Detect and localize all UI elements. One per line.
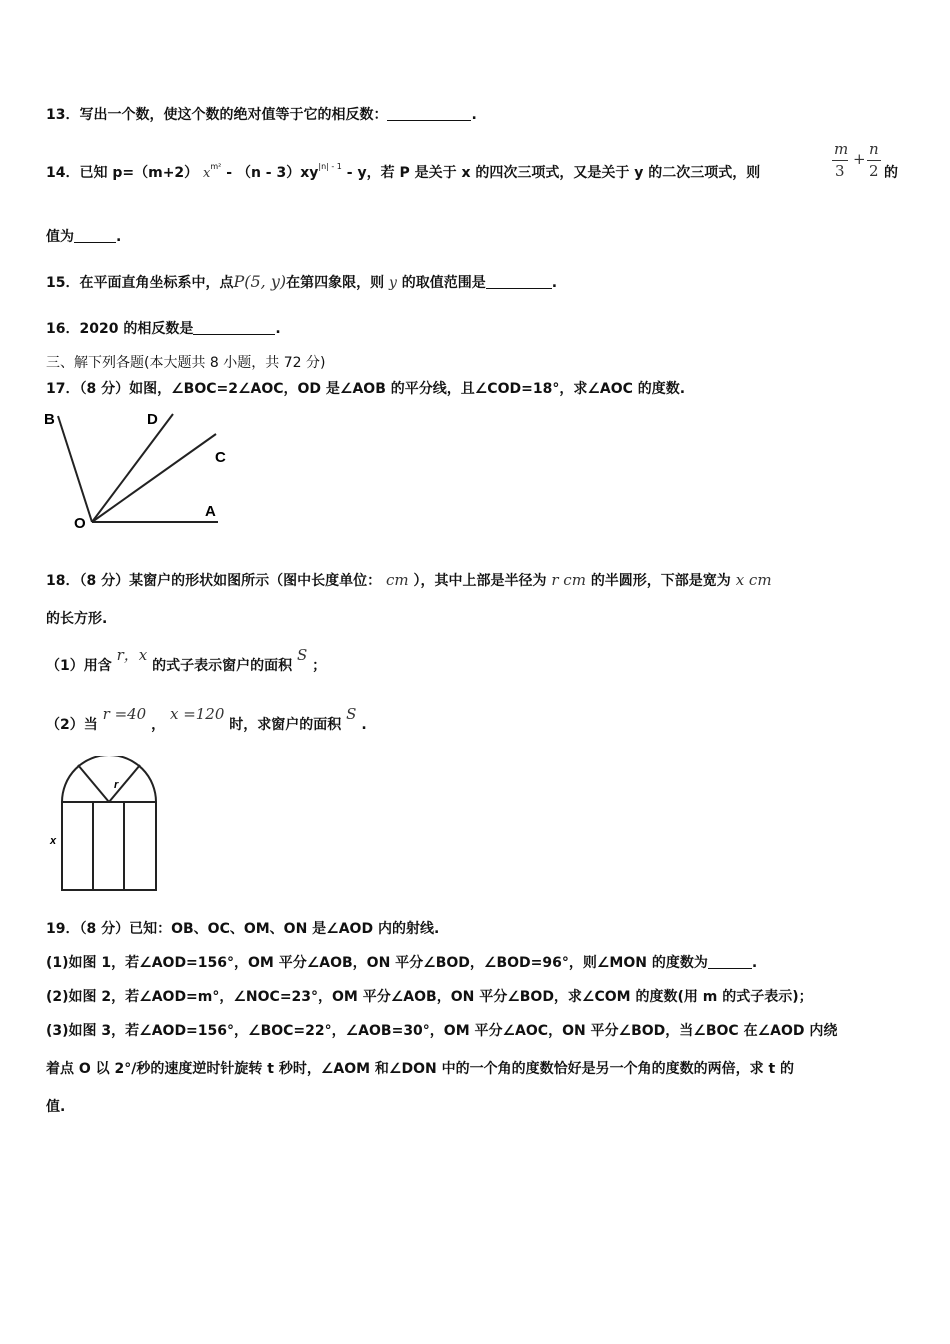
label-C: C — [215, 449, 226, 466]
ray-OB — [58, 416, 92, 522]
label-B: B — [44, 411, 55, 428]
answer-blank[interactable] — [193, 320, 275, 335]
question-17: 17．（8 分）如图，∠BOC=2∠AOC，OD 是∠AOB 的平分线，且∠COD=18°，求∠AOC 的度数. — [46, 381, 686, 397]
rectangle — [62, 802, 156, 890]
radius-line — [78, 765, 109, 802]
angle-diagram — [40, 404, 240, 534]
question-15: 15．在平面直角坐标系中，点P(5, y)在第四象限，则 y 的取值范围是 . — [46, 272, 558, 291]
fraction-bar — [867, 160, 881, 161]
question-14: 14．已知 p=（m+2） $x^{m^2} - (n - 3)xy^{|n| - 1}$ - y，若 P 是关于 x 的四次三项式，又是关于 y 的二次三项式，则 — [46, 162, 761, 181]
question-18-part2: （2）当 r =40 ， x =120 时，求窗户的面积 S . — [46, 705, 367, 733]
answer-blank[interactable] — [387, 106, 471, 121]
fraction-bar — [832, 160, 848, 161]
label-A: A — [205, 503, 216, 520]
question-18: 18．（8 分）某窗户的形状如图所示（图中长度单位： cm ），其中上部是半径为 r cm 的半圆形，下部是宽为 x cm — [46, 571, 772, 589]
label-r: r — [114, 779, 119, 791]
question-13: 13．写出一个数，使这个数的绝对值等于它的相反数： . — [46, 107, 477, 123]
answer-blank[interactable] — [708, 954, 752, 969]
section-heading: 三、解下列各题(本大题共 8 小题，共 72 分) — [46, 355, 326, 371]
answer-blank[interactable] — [74, 228, 116, 243]
label-D: D — [147, 411, 158, 428]
answer-blank[interactable] — [486, 274, 552, 289]
semicircle — [62, 756, 156, 802]
label-O: O — [74, 515, 86, 532]
question-19: 19．（8 分）已知：OB、OC、OM、ON 是∠AOD 内的射线. — [46, 921, 440, 937]
question-14-cont: 值为 . — [46, 229, 122, 245]
ray-OD — [92, 414, 173, 522]
question-16: 16．2020 的相反数是 . — [46, 321, 281, 337]
question-18-part1: （1）用含 r，x 的式子表示窗户的面积 S ； — [46, 646, 327, 674]
label-x: x — [50, 835, 57, 847]
window-diagram — [48, 756, 168, 896]
ray-OC — [92, 434, 216, 522]
